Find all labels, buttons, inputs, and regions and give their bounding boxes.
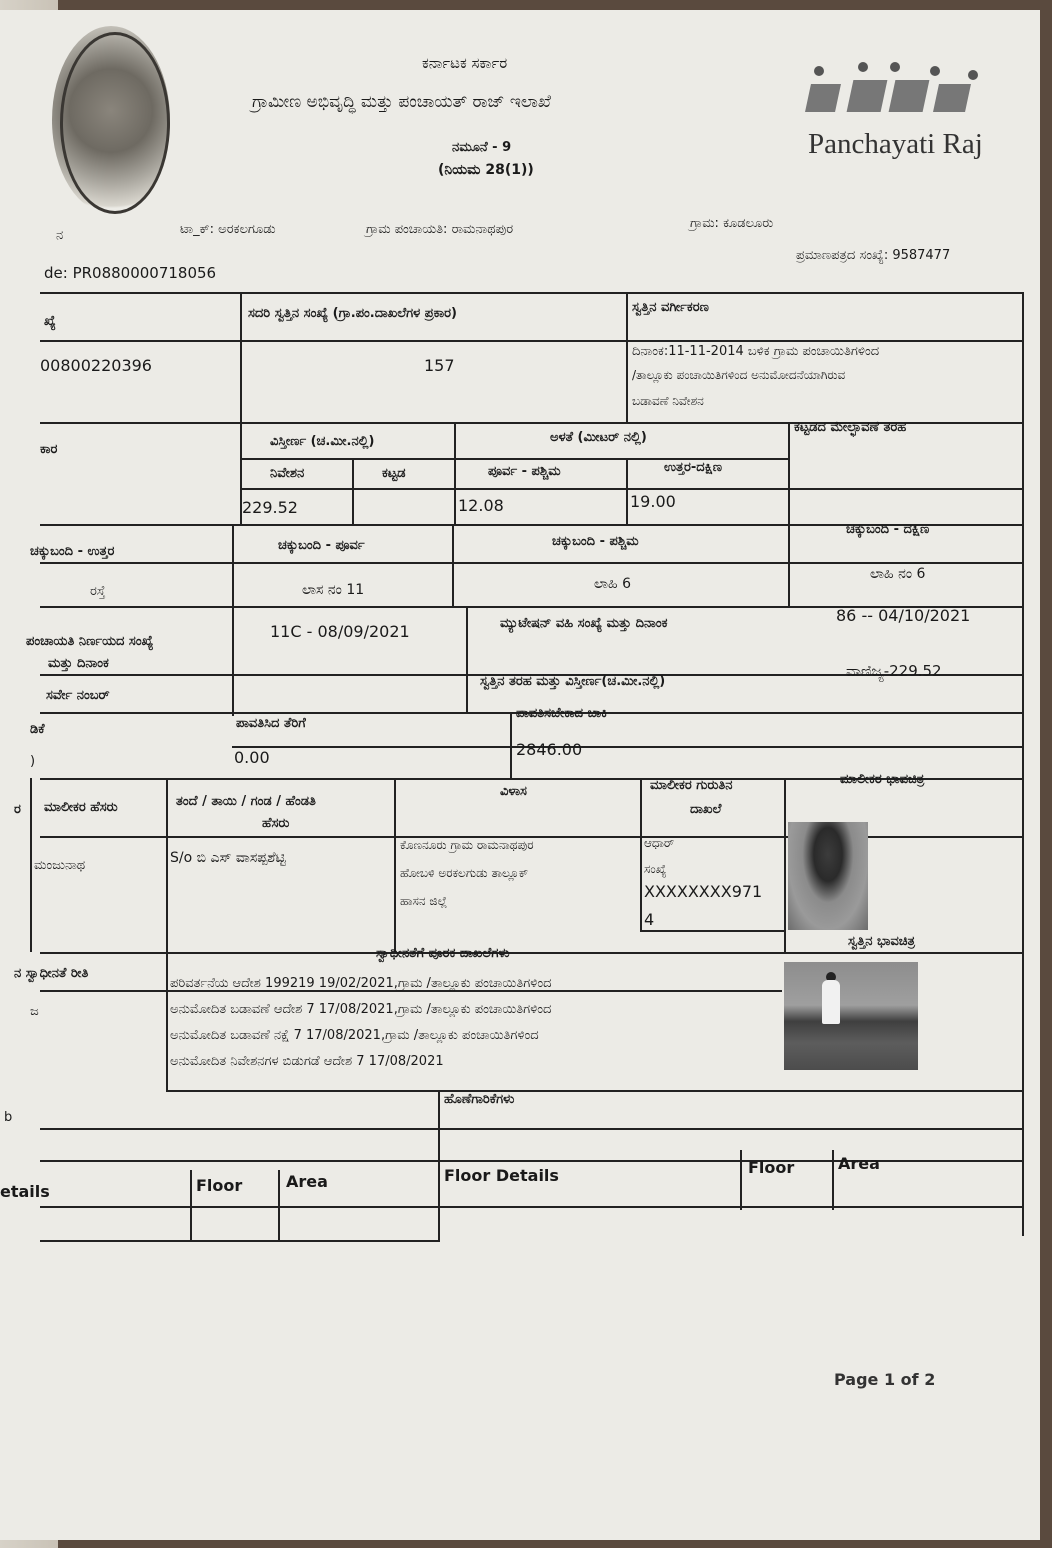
owner-name: ಮಂಜುನಾಥ	[34, 858, 86, 873]
possession-doc-line: ಪರಿವರ್ತನೆಯ ಆದೇಶ 199219 19/02/2021,ಗ್ರಾಮ /ತಾಲ್ಲೂಕು ಪಂಚಾಯಿತಿಗಳಿಂದ	[170, 976, 552, 991]
east-west-value: 12.08	[458, 496, 504, 515]
tax-left-label: ಡಿಕೆ	[30, 722, 45, 737]
page-number: Page 1 of 2	[834, 1370, 936, 1389]
owner-photo-header: ಮಾಲೀಕರ ಭಾವಚಿತ್ರ	[840, 772, 925, 787]
owner-address-line: ಹಾಸನ ಜಿಲ್ಲೆ	[400, 894, 448, 908]
north-south-header: ಉತ್ತರ-ದಕ್ಷಿಣ	[664, 460, 723, 475]
possession-doc-line: ಅನುಮೋದಿತ ನಿವೇಶನಗಳ ಬಿಡುಗಡೆ ಆದೇಶ 7 17/08/2021	[170, 1054, 444, 1069]
resolution-label: ಮತ್ತು ದಿನಾಂಕ	[48, 656, 109, 671]
floor-details-header: etails	[0, 1182, 50, 1201]
floor-header: Floor	[196, 1176, 243, 1195]
resolution-value: 11C - 08/09/2021	[270, 622, 410, 641]
area-header: Area	[838, 1154, 880, 1173]
west-boundary-label: ಚಕ್ಕುಬಂದಿ - ಪಶ್ಚಿಮ	[552, 534, 639, 549]
classification-header: ಸ್ವತ್ತಿನ ವರ್ಗೀಕರಣ	[632, 300, 709, 315]
survey-number-label: ಸರ್ವೇ ನಂಬರ್	[46, 688, 110, 703]
tax-paid-value: 0.00	[234, 748, 270, 767]
property-photo-header: ಸ್ವತ್ತಿನ ಭಾವಚಿತ್ರ	[848, 934, 915, 949]
certificate-number: ಪ್ರಮಾಣಪತ್ರದ ಸಂಖ್ಯೆ: 9587477	[796, 248, 951, 263]
panchayati-raj-logo-text: Panchayati Raj	[808, 128, 983, 160]
property-photo	[784, 962, 918, 1070]
address-header: ವಿಳಾಸ	[500, 784, 527, 799]
possession-docs-header: ಸ್ವಾಧೀನತೆಗೆ ಪೂರಕ ದಾಖಲೆಗಳು	[376, 946, 510, 961]
building-area-header: ಕಟ್ಟಡ	[382, 466, 406, 481]
form-number: ನಮೂನೆ - 9	[452, 140, 512, 155]
south-boundary-value: ಲಾಹಿ ನಂ 6	[870, 566, 926, 582]
possession-type-value: ಜ	[30, 1004, 39, 1019]
govt-title: ಕರ್ನಾಟಕ ಸರ್ಕಾರ	[422, 54, 508, 72]
mutation-label: ಮ್ಯುಟೇಷನ್ ವಹಿ ಸಂಖ್ಯೆ ಮತ್ತು ದಿನಾಂಕ	[500, 616, 668, 631]
possession-doc-line: ಅನುಮೋದಿತ ಬಡಾವಣೆ ನಕ್ಷೆ 7 17/08/2021,ಗ್ರಾಮ /ತಾಲ್ಲೂಕು ಪಂಚಾಯಿತಿಗಳಿಂದ	[170, 1028, 539, 1043]
property-code: de: PR0880000718056	[44, 264, 217, 282]
roof-type-header: ಕಟ್ಟಡದ ಮೇಲ್ಛಾವಣೆ ತರಹ	[794, 420, 907, 435]
possession-type-label: ನ ಸ್ವಾಧೀನತೆ ರೀತಿ	[14, 966, 89, 981]
floor-header: Floor	[748, 1158, 795, 1177]
owner-id-number: 4	[644, 910, 655, 929]
resolution-label: ಪಂಚಾಯತಿ ನಿರ್ಣಯದ ಸಂಖ್ಯೆ	[26, 634, 154, 649]
owner-id-header: ದಾಖಲೆ	[690, 802, 722, 817]
document-sheet	[0, 10, 1040, 1540]
relation-header: ತಂದೆ / ತಾಯಿ / ಗಂಡ / ಹೆಂಡತಿ	[176, 794, 316, 809]
east-boundary-value: ಲಾಸ ನಂ 11	[302, 582, 365, 598]
classification-line: /ತಾಲ್ಲೂಕು ಪಂಚಾಯಿತಿಗಳಿಂದ ಅನುಮೋದನೆಯಾಗಿರುವ	[632, 368, 846, 382]
north-south-value: 19.00	[630, 492, 676, 511]
assessment-no: 157	[424, 356, 455, 375]
classification-line: ಬಡಾವಣೆ ನಿವೇಶನ	[632, 394, 704, 408]
taluk: ಟಾ_ಕ್: ಅರಕಲಗೂಡು	[180, 222, 276, 237]
owner-id-header: ಮಾಲೀಕರ ಗುರುತಿನ	[650, 778, 733, 793]
village: ಗ್ರಾಮ: ಕೂಡಲೂರು	[690, 216, 774, 231]
west-boundary-value: ಲಾಹಿ 6	[594, 576, 631, 592]
owner-sl-header: ರ	[14, 802, 21, 817]
gram-panchayat: ಗ್ರಾಮ ಪಂಚಾಯತಿ: ರಾಮನಾಥಪುರ	[366, 222, 514, 237]
owner-photo	[788, 822, 868, 930]
owner-name-header: ಮಾಲೀಕರ ಹೆಸರು	[44, 800, 118, 815]
tax-due-label: ಪಾವತಿಸಬೇಕಾದ ಬಾಕಿ	[516, 706, 608, 721]
possession-doc-line: ಅನುಮೋದಿತ ಬಡಾವಣೆ ಆದೇಶ 7 17/08/2021,ಗ್ರಾಮ /ತಾಲ್ಲೂಕು ಪಂಚಾಯಿತಿಗಳಿಂದ	[170, 1002, 552, 1017]
property-no-header: ಖ್ಯೆ	[44, 314, 56, 329]
tax-paid-label: ಪಾವತಿಸಿದ ತೆರಿಗೆ	[236, 716, 306, 731]
classification-line: ದಿನಾಂಕ:11-11-2014 ಬಳಿಕ ಗ್ರಾಮ ಪಂಚಾಯಿತಿಗಳಿಂದ	[632, 344, 880, 359]
owner-relation: S/o ಬಿ ಎಸ್ ವಾಸಪ್ಪಶೆಟ್ಟಿ	[170, 850, 286, 866]
extent-header: ವಿಸ್ತೀರ್ಣ (ಚ.ಮೀ.ನಲ್ಲಿ)	[270, 434, 375, 449]
owner-address-line: ಹೋಬಳಿ ಅರಕಲಗುಡು ತಾಲ್ಲೂಕ್	[400, 866, 529, 880]
owner-id-type: ಸಂಖ್ಯೆ	[644, 862, 667, 876]
location-label-cut: ನ	[56, 228, 64, 243]
dimension-header: ಅಳತೆ (ಮೀಟರ್ ನಲ್ಲಿ)	[550, 430, 647, 445]
site-area-value: 229.52	[242, 498, 298, 517]
north-boundary-label: ಚಕ್ಕುಬಂದಿ - ಉತ್ತರ	[30, 544, 115, 559]
tax-left-value: )	[30, 754, 36, 769]
assessment-no-header: ಸದರಿ ಸ್ವತ್ತಿನ ಸಂಖ್ಯೆ (ಗ್ರಾ.ಪಂ.ದಾಖಲೆಗಳ ಪ್ರಕಾರ)	[248, 306, 457, 321]
north-boundary-value: ರಸ್ತೆ	[90, 584, 106, 599]
relation-header: ಹೆಸರು	[262, 816, 290, 831]
south-boundary-label: ಚಕ್ಕುಬಂದಿ - ದಕ್ಷಿಣ	[846, 522, 930, 537]
owner-id-type: ಆಧಾರ್	[644, 836, 675, 850]
site-area-header: ನಿವೇಶನ	[270, 466, 305, 481]
mutation-value: 86 -- 04/10/2021	[836, 606, 971, 625]
property-photo-figure	[822, 980, 840, 1024]
rule-number: (ನಿಯಮ 28(1))	[438, 162, 534, 178]
owner-address-line: ಕೊಣನೂರು ಗ್ರಾಮ ರಾಮನಾಥಪುರ	[400, 838, 534, 852]
liabilities-left-cut: b	[4, 1110, 13, 1125]
type-header: ಕಾರ	[40, 442, 58, 457]
east-boundary-label: ಚಕ್ಕುಬಂದಿ - ಪೂರ್ವ	[278, 538, 365, 553]
department-title: ಗ್ರಾಮೀಣ ಅಭಿವೃದ್ಧಿ ಮತ್ತು ಪಂಚಾಯತ್ ರಾಜ್ ಇಲಾಖೆ	[252, 92, 551, 112]
type-extent-label: ಸ್ವತ್ತಿನ ತರಹ ಮತ್ತು ವಿಸ್ತೀರ್ಣ(ಚ.ಮೀ.ನಲ್ಲಿ)	[480, 674, 666, 689]
tax-due-value: 2846.00	[516, 740, 583, 759]
floor-details-header: Floor Details	[444, 1166, 559, 1185]
seal-ring	[60, 32, 170, 214]
area-header: Area	[286, 1172, 328, 1191]
liabilities-header: ಹೊಣೆಗಾರಿಕೆಗಳು	[444, 1092, 515, 1107]
east-west-header: ಪೂರ್ವ - ಪಶ್ಚಿಮ	[488, 464, 561, 479]
property-id: 00800220396	[40, 356, 152, 375]
owner-id-number: XXXXXXXX971	[644, 882, 763, 901]
type-extent-value: ವಾಣಿಜ್ಯ-229.52	[846, 662, 942, 680]
